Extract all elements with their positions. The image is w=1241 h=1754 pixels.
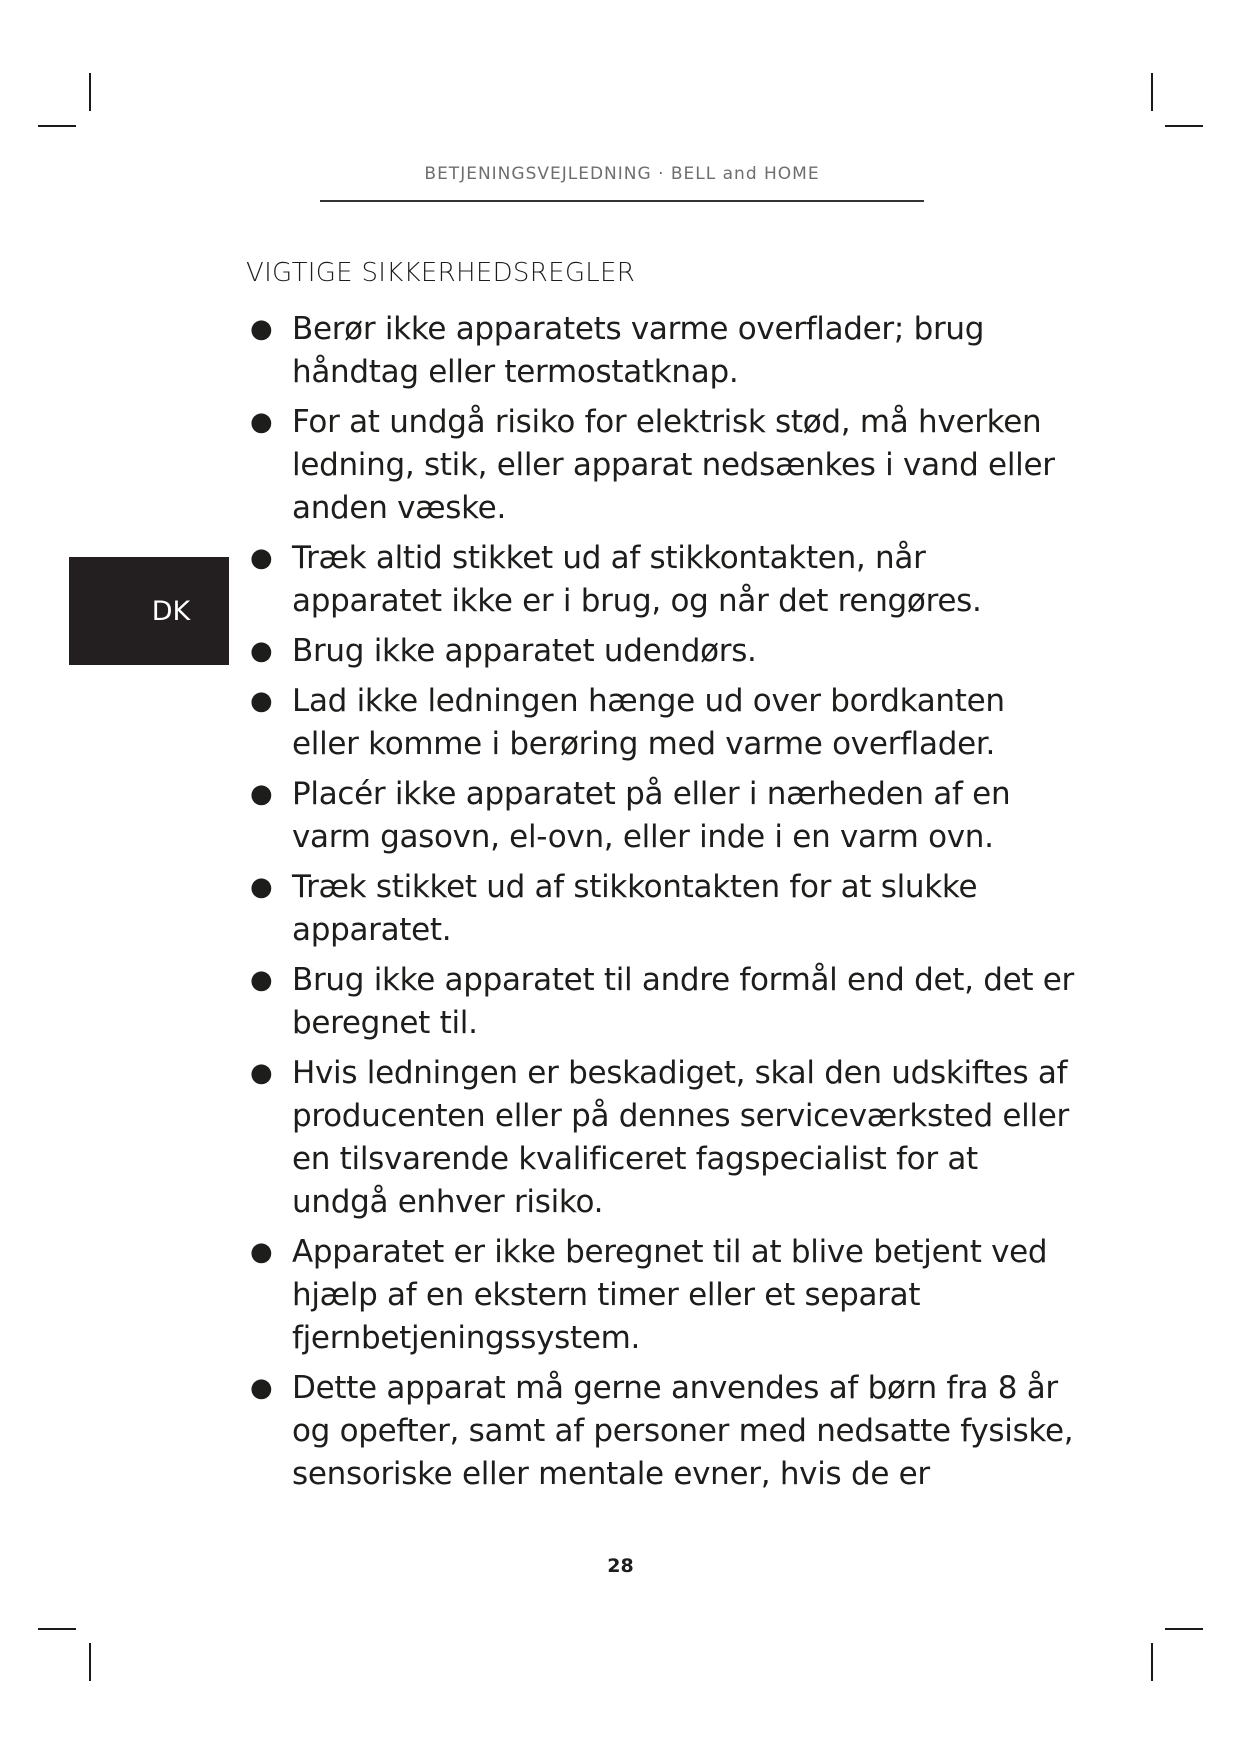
rule-text: Dette apparat må gerne anvendes af børn fra 8 år og opefter, samt af personer med nedsatte fysiske, sensoriske eller mentale evner, hvis de er bbox=[292, 1370, 1074, 1492]
running-header: BETJENINGSVEJLEDNING · BELL and HOME bbox=[424, 164, 820, 184]
crop-mark-bottom-left-v bbox=[89, 1643, 91, 1681]
bullet-icon: ● bbox=[250, 314, 273, 344]
bullet-icon: ● bbox=[250, 636, 273, 666]
bullet-icon: ● bbox=[250, 1058, 273, 1088]
crop-mark-top-left-v bbox=[89, 73, 91, 111]
rule-text: Træk stikket ud af stikkontakten for at slukke apparatet. bbox=[292, 869, 978, 948]
bullet-icon: ● bbox=[250, 686, 273, 716]
rule-text: Træk altid stikket ud af stikkontakten, når apparatet ikke er i brug, og når det rengøres. bbox=[292, 540, 982, 619]
bullet-icon: ● bbox=[250, 407, 273, 437]
list-item bbox=[246, 401, 1076, 530]
list-item bbox=[246, 308, 1076, 394]
rule-text: Hvis ledningen er beskadiget, skal den udskiftes af producenten eller på dennes serviceværksted eller en tilsvarende kvalificeret fagspecialist for at undgå enhver risiko. bbox=[292, 1055, 1069, 1220]
list-item bbox=[246, 773, 1076, 859]
bullet-icon: ● bbox=[250, 1237, 273, 1267]
crop-mark-bottom-left-h bbox=[38, 1628, 76, 1630]
bullet-icon: ● bbox=[250, 1373, 273, 1403]
crop-mark-bottom-right-h bbox=[1165, 1628, 1203, 1630]
rule-text: Lad ikke ledningen hænge ud over bordkanten eller komme i berøring med varme overflader. bbox=[292, 683, 1005, 762]
list-item bbox=[246, 959, 1076, 1045]
list-item bbox=[246, 630, 1076, 673]
list-item bbox=[246, 1231, 1076, 1360]
bullet-icon: ● bbox=[250, 543, 273, 573]
crop-mark-top-left-h bbox=[38, 125, 76, 127]
rule-text: Brug ikke apparatet til andre formål end det, det er beregnet til. bbox=[292, 962, 1074, 1041]
bullet-icon: ● bbox=[250, 872, 273, 902]
crop-mark-bottom-right-v bbox=[1151, 1643, 1153, 1681]
bullet-icon: ● bbox=[250, 965, 273, 995]
language-tab-label: DK bbox=[151, 595, 191, 627]
safety-rules-list bbox=[246, 308, 1076, 1503]
bullet-icon: ● bbox=[250, 779, 273, 809]
list-item bbox=[246, 1052, 1076, 1224]
header-divider bbox=[320, 200, 924, 202]
list-item bbox=[246, 866, 1076, 952]
list-item bbox=[246, 1367, 1076, 1496]
list-item bbox=[246, 537, 1076, 623]
rule-text: For at undgå risiko for elektrisk stød, må hverken ledning, stik, eller apparat nedsænkes i vand eller anden væske. bbox=[292, 404, 1055, 526]
list-item bbox=[246, 680, 1076, 766]
rule-text: Apparatet er ikke beregnet til at blive betjent ved hjælp af en ekstern timer eller et separat fjernbetjeningssystem. bbox=[292, 1234, 1048, 1356]
language-tab bbox=[69, 557, 229, 665]
page-number: 28 bbox=[607, 1555, 634, 1577]
rule-text: Brug ikke apparatet udendørs. bbox=[292, 633, 757, 669]
rule-text: Placér ikke apparatet på eller i nærheden af en varm gasovn, el-ovn, eller inde i en varm ovn. bbox=[292, 776, 1011, 855]
crop-mark-top-right-h bbox=[1165, 125, 1203, 127]
crop-mark-top-right-v bbox=[1151, 73, 1153, 111]
rule-text: Berør ikke apparatets varme overflader; brug håndtag eller termostatknap. bbox=[292, 311, 985, 390]
section-title: VIGTIGE SIKKERHEDSREGLER bbox=[246, 258, 636, 288]
